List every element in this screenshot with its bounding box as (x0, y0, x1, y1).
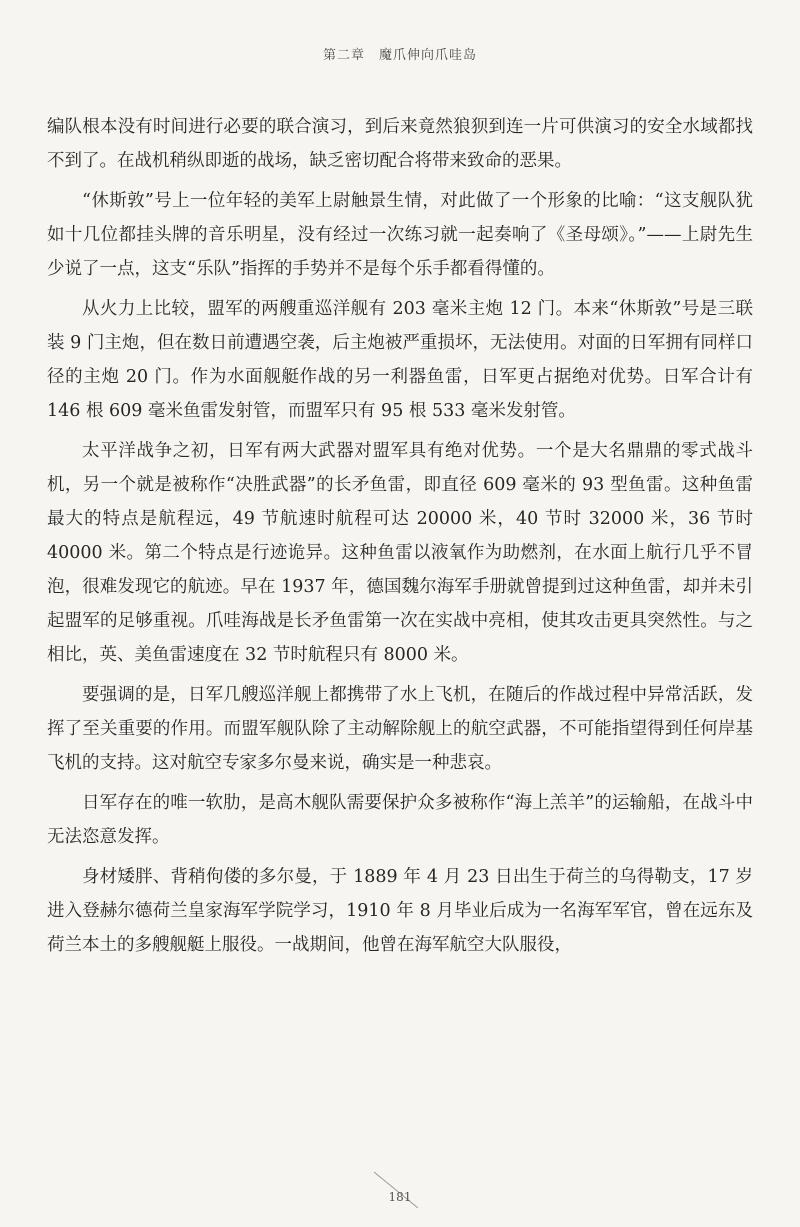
paragraph: 日军存在的唯一软肋，是高木舰队需要保护众多被称作“海上羔羊”的运输船，在战斗中无法恣意发挥。 (47, 793, 753, 847)
running-header: 第二章 魔爪伸向爪哇岛 (322, 48, 477, 63)
page-number: 181 (388, 1190, 412, 1204)
paragraph: 身材矮胖、背稍佝偻的多尔曼，于 1889 年 4 月 23 日出生于荷兰的乌得勒支，17 岁进入登赫尔德荷兰皇家海军学院学习，1910 年 8 月毕业后成为一名海军军官，曾在远东及荷兰本土的多艘舰艇上服役。一战期间，他曾在海军航空大队服役， (47, 867, 753, 955)
paragraph: “休斯敦”号上一位年轻的美军上尉触景生情，对此做了一个形象的比喻：“这支舰队犹如十几位都挂头牌的音乐明星，没有经过一次练习就一起奏响了《圣母颂》。”——上尉先生少说了一点，这支“乐队”指挥的手势并不是每个乐手都看得懂的。 (47, 191, 753, 279)
paragraph: 从火力上比较，盟军的两艘重巡洋舰有 203 毫米主炮 12 门。本来“休斯敦”号是三联装 9 门主炮，但在数日前遭遇空袭，后主炮被严重损坏，无法使用。对面的日军拥有同样口径的主炮 20 门。作为水面舰艇作战的另一利器鱼雷，日军更占据绝对优势。日军合计有 146 根 609 毫米鱼雷发射管，而盟军只有 95 根 533 毫米发射管。 (47, 299, 753, 421)
paragraph-continuation: 编队根本没有时间进行必要的联合演习，到后来竟然狼狈到连一片可供演习的安全水域都找不到了。在战机稍纵即逝的战场，缺乏密切配合将带来致命的恶果。 (47, 117, 753, 171)
paragraph: 太平洋战争之初，日军有两大武器对盟军具有绝对优势。一个是大名鼎鼎的零式战斗机，另一个就是被称作“决胜武器”的长矛鱼雷，即直径 609 毫米的 93 型鱼雷。这种鱼雷最大的特点是航程远，49 节航速时航程可达 20000 米，40 节时 32000 米，36 节时 40000 米。第二个特点是行迹诡异。这种鱼雷以液氧作为助燃剂，在水面上航行几乎不冒泡，很难发现它的航迹。早在 1937 年，德国魏尔海军手册就曾提到过这种鱼雷，却并未引起盟军的足够重视。爪哇海战是长矛鱼雷第一次在实战中亮相，使其攻击更具突然性。与之相比，英、美鱼雷速度在 32 节时航程只有 8000 米。 (47, 441, 753, 665)
body-text (47, 110, 753, 968)
paragraph: 要强调的是，日军几艘巡洋舰上都携带了水上飞机，在随后的作战过程中异常活跃，发挥了至关重要的作用。而盟军舰队除了主动解除舰上的航空武器，不可能指望得到任何岸基飞机的支持。这对航空专家多尔曼来说，确实是一种悲哀。 (47, 685, 753, 773)
